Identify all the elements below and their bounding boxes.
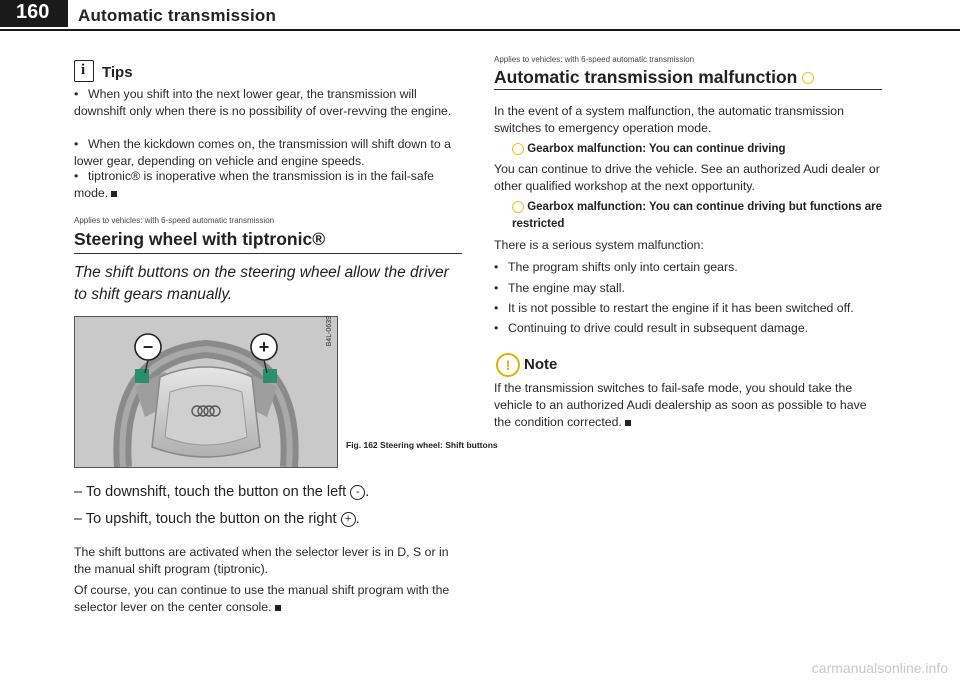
minus-button-icon: - bbox=[350, 485, 365, 500]
warning-heading: Gearbox malfunction: You can continue driving but functions are restricted bbox=[512, 201, 883, 230]
figure-code: B4L-0639 bbox=[326, 316, 333, 347]
steering-wheel-illustration bbox=[75, 317, 337, 467]
page-number: 160 bbox=[16, 1, 50, 23]
list-item: • The engine may stall. bbox=[494, 281, 625, 295]
tips-bullet: • tiptronic® is inoperative when the transmission is in the fail-safe mode. bbox=[74, 169, 435, 200]
end-marker bbox=[111, 191, 117, 197]
svg-text:+: + bbox=[258, 337, 270, 357]
section-divider bbox=[74, 253, 462, 254]
section-lead: The shift buttons on the steering wheel allow the driver to shift gears manually. bbox=[74, 264, 449, 303]
section-title: Steering wheel with tiptronic® bbox=[74, 229, 326, 249]
section-title: Automatic transmission malfunction bbox=[494, 67, 814, 88]
steering-wheel-figure bbox=[74, 316, 338, 468]
warning-heading: Gearbox malfunction: You can continue driving bbox=[512, 141, 882, 158]
note-label: Note bbox=[524, 356, 558, 373]
applies-note: Applies to vehicles: with 6-speed automatic transmission bbox=[74, 216, 275, 225]
info-icon: i bbox=[74, 60, 94, 82]
paragraph: You can continue to drive the vehicle. See an authorized Audi dealer or other qualified workshop at the next opportunity. bbox=[494, 162, 880, 193]
warning-lamp-icon bbox=[802, 72, 814, 84]
end-marker bbox=[625, 420, 631, 426]
chapter-title: Automatic transmission bbox=[78, 6, 277, 25]
header-divider bbox=[0, 29, 960, 31]
caution-icon: ! bbox=[496, 353, 520, 377]
tips-bullet: • When you shift into the next lower gear, the transmission will downshift only when there is no possibility of over-revving the engine. bbox=[74, 87, 452, 118]
plus-button-icon: + bbox=[341, 512, 356, 527]
paragraph: The shift buttons are activated when the selector lever is in D, S or in the manual shift program (tiptronic). bbox=[74, 545, 449, 576]
end-marker bbox=[275, 605, 281, 611]
warning-lamp-icon bbox=[512, 143, 524, 155]
upshift-step: – To upshift, touch the button on the right + . bbox=[74, 511, 360, 527]
applies-note: Applies to vehicles: with 6-speed automatic transmission bbox=[494, 55, 695, 64]
list-item: • The program shifts only into certain gears. bbox=[494, 260, 738, 274]
paragraph: Of course, you can continue to use the manual shift program with the selector lever on the center console. bbox=[74, 583, 450, 614]
downshift-step: – To downshift, touch the button on the left - . bbox=[74, 484, 370, 500]
svg-text:−: − bbox=[142, 337, 154, 357]
figure-caption: Fig. 162 Steering wheel: Shift buttons bbox=[346, 440, 498, 450]
page-number-block bbox=[0, 0, 68, 27]
note-text: If the transmission switches to fail-safe mode, you should take the vehicle to an authorized Audi dealership as soon as possible to have the condition corrected. bbox=[494, 381, 867, 429]
warning-lamp-icon bbox=[512, 201, 524, 213]
paragraph: There is a serious system malfunction: bbox=[494, 238, 704, 252]
watermark: carmanualsonline.info bbox=[811, 660, 948, 676]
paragraph: In the event of a system malfunction, the automatic transmission switches to emergency operation mode. bbox=[494, 104, 844, 135]
tips-bullet: • When the kickdown comes on, the transmission will shift down to a lower gear, depending on vehicle and engine speeds. bbox=[74, 137, 451, 168]
tips-label: Tips bbox=[102, 64, 133, 81]
section-divider bbox=[494, 89, 882, 90]
list-item: • It is not possible to restart the engine if it has been switched off. bbox=[494, 301, 854, 315]
list-item: • Continuing to drive could result in subsequent damage. bbox=[494, 321, 809, 335]
